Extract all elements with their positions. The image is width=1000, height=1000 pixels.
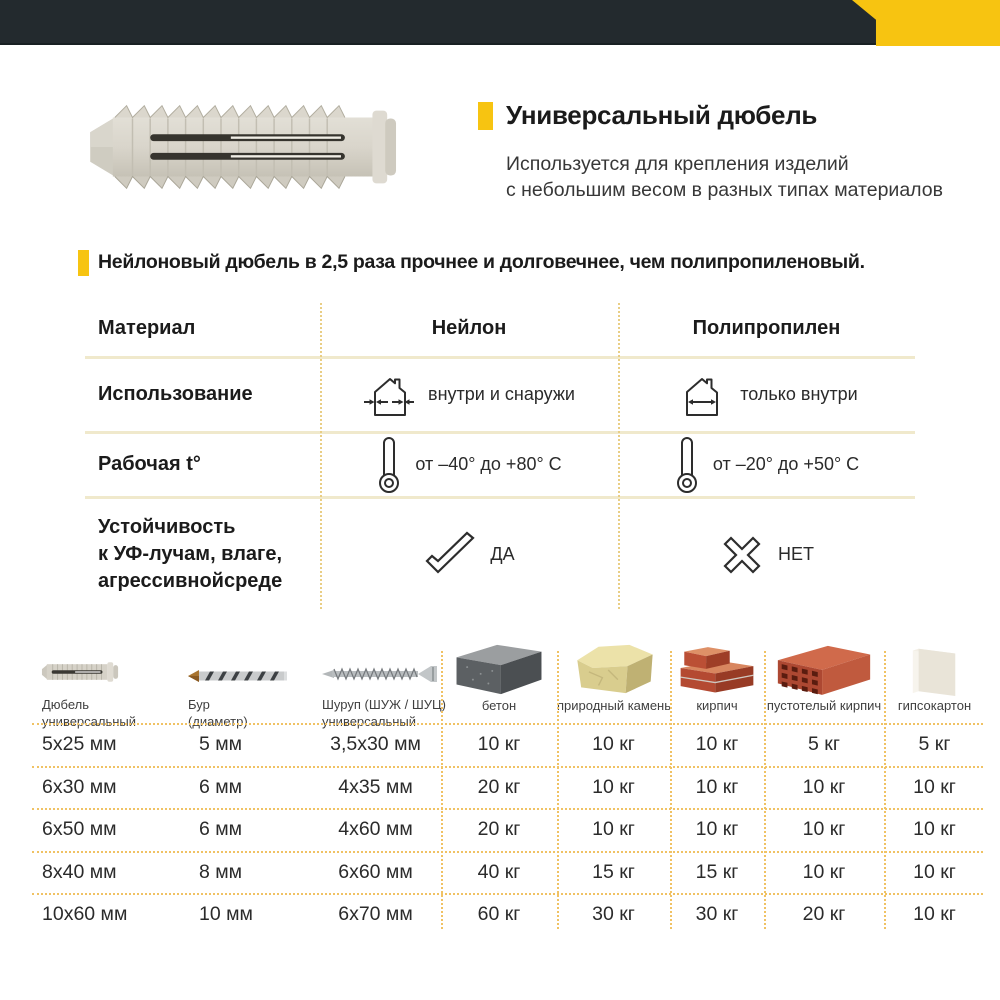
house-arrows-in-out-icon bbox=[363, 370, 415, 420]
column-image-drywall bbox=[884, 645, 985, 697]
nylon-resistance-cell bbox=[320, 497, 618, 612]
table-divider bbox=[441, 651, 443, 929]
nylon-temperature-text: от –40° до +80° С bbox=[415, 454, 562, 474]
table-cell: 5 кг bbox=[808, 733, 840, 755]
universal-dowel-photo bbox=[83, 88, 418, 206]
thermometer-icon bbox=[376, 436, 402, 494]
table-cell: 10 кг bbox=[913, 775, 956, 798]
table-cell: 20 кг bbox=[477, 775, 521, 798]
table-cell: 10 кг bbox=[695, 818, 739, 840]
nylon-temperature-cell bbox=[320, 432, 618, 497]
check-icon bbox=[423, 530, 477, 580]
table-divider bbox=[32, 766, 983, 768]
row-label-usage: Использование bbox=[98, 383, 253, 405]
statement-section bbox=[78, 249, 978, 276]
table-cell: 10 кг bbox=[695, 733, 739, 755]
table-cell: 5 кг bbox=[918, 733, 951, 755]
table-cell: 5 мм bbox=[199, 733, 243, 755]
table-cell: 10x60 мм bbox=[42, 902, 128, 925]
drill-bit-image bbox=[187, 668, 291, 684]
table-cell: 6 мм bbox=[199, 775, 243, 798]
pp-resistance-text: НЕТ bbox=[778, 544, 814, 564]
table-cell: 30 кг bbox=[695, 902, 739, 925]
column-header-brick: кирпич bbox=[696, 698, 738, 713]
nylon-resistance-text: ДА bbox=[490, 544, 515, 564]
column-header-drill: Бур (диаметр) bbox=[188, 697, 248, 729]
table-cell: 6x30 мм bbox=[42, 775, 117, 798]
table-cell: 3,5x30 мм bbox=[330, 733, 421, 755]
dowel-image bbox=[40, 660, 122, 684]
table-cell: 15 кг bbox=[695, 860, 739, 883]
table-divider bbox=[85, 356, 915, 359]
table-cell: 10 кг bbox=[802, 775, 846, 798]
table-cell: 10 мм bbox=[199, 902, 253, 925]
table-divider bbox=[85, 431, 915, 434]
table-cell: 20 кг bbox=[477, 818, 521, 840]
pp-usage-text: только внутри bbox=[740, 384, 858, 404]
table-cell: 10 кг bbox=[913, 860, 956, 883]
row-label-temperature: Рабочая t° bbox=[98, 453, 201, 475]
table-cell: 30 кг bbox=[592, 902, 635, 925]
statement-accent-marker bbox=[78, 250, 89, 276]
pp-temperature-cell bbox=[618, 432, 915, 497]
table-cell: 40 кг bbox=[477, 860, 521, 883]
column-image-drill bbox=[165, 645, 310, 697]
table-cell: 60 кг bbox=[477, 902, 521, 925]
column-image-brick bbox=[670, 645, 764, 697]
hero-description: Используется для крепления изделий с небольшим весом в разных типах материалов bbox=[506, 153, 943, 201]
hollow-brick-image bbox=[774, 639, 874, 697]
table-cell: 15 кг bbox=[592, 860, 635, 883]
table-divider bbox=[618, 303, 620, 609]
column-header-concrete: бетон bbox=[481, 698, 517, 713]
page-title: Универсальный дюбель bbox=[506, 100, 818, 130]
table-cell: 10 кг bbox=[913, 818, 956, 840]
table-cell: 6x60 мм bbox=[338, 860, 413, 883]
title-accent-marker bbox=[478, 102, 493, 130]
table-divider bbox=[320, 303, 322, 609]
table-cell: 10 кг bbox=[802, 818, 846, 840]
pp-temperature-text: от –20° до +50° С bbox=[712, 454, 860, 474]
size-table bbox=[40, 645, 985, 935]
nylon-usage-cell bbox=[320, 357, 618, 432]
column-header-stone: природный камень bbox=[557, 698, 672, 713]
table-divider bbox=[557, 651, 559, 929]
table-cell: 10 кг bbox=[695, 775, 739, 798]
column-image-concrete bbox=[441, 645, 557, 697]
hero-section bbox=[478, 100, 958, 203]
house-arrows-in-icon bbox=[675, 370, 727, 420]
screw-image bbox=[320, 664, 438, 684]
table-divider bbox=[884, 651, 886, 929]
natural-stone-image bbox=[569, 641, 659, 697]
table-cell: 6x50 мм bbox=[42, 818, 117, 840]
drywall-image bbox=[903, 641, 967, 697]
table-cell: 10 кг bbox=[592, 775, 635, 798]
table-divider bbox=[32, 893, 983, 895]
table-cell: 6 мм bbox=[199, 818, 243, 840]
column-header-dowel: Дюбель универсальный bbox=[42, 697, 137, 729]
cross-icon bbox=[719, 532, 765, 578]
table-cell: 10 кг bbox=[592, 733, 635, 755]
top-bar-background bbox=[0, 0, 1000, 45]
brick-image bbox=[677, 639, 757, 697]
row-label-resistance: Устойчивость к УФ-лучам, влаге, агрессивнойсреде bbox=[98, 516, 283, 592]
column-image-screw bbox=[310, 645, 441, 697]
table-cell: 10 кг bbox=[477, 733, 521, 755]
table-divider bbox=[32, 851, 983, 853]
statement-text: Нейлоновый дюбель в 2,5 раза прочнее и долговечнее, чем полипропиленовый. bbox=[98, 251, 865, 273]
column-header-material: Материал bbox=[98, 317, 196, 339]
concrete-block-image bbox=[451, 641, 547, 697]
table-cell: 10 кг bbox=[592, 818, 635, 840]
column-header-drywall: гипсокартон bbox=[897, 698, 972, 713]
pp-usage-cell bbox=[618, 357, 915, 432]
table-divider bbox=[85, 496, 915, 499]
table-cell: 8x40 мм bbox=[42, 860, 117, 883]
column-image-dowel bbox=[40, 645, 165, 697]
column-header-nylon: Нейлон bbox=[431, 317, 507, 339]
table-cell: 10 кг bbox=[913, 902, 956, 925]
table-divider bbox=[32, 808, 983, 810]
table-cell: 4x60 мм bbox=[338, 818, 413, 840]
nylon-usage-text: внутри и снаружи bbox=[428, 384, 575, 404]
table-divider bbox=[670, 651, 672, 929]
table-divider bbox=[32, 723, 983, 725]
column-header-hollow-brick: пустотелый кирпич bbox=[766, 698, 882, 713]
table-cell: 20 кг bbox=[802, 902, 846, 925]
comparison-table bbox=[85, 300, 915, 612]
table-cell: 8 мм bbox=[199, 860, 243, 883]
table-cell: 10 кг bbox=[802, 860, 846, 883]
table-cell: 6x70 мм bbox=[338, 902, 413, 925]
column-image-stone bbox=[557, 645, 670, 697]
table-cell: 5x25 мм bbox=[42, 733, 117, 755]
column-header-screw: Шуруп (ШУЖ / ШУЦ) универсальный bbox=[322, 697, 446, 729]
pp-resistance-cell bbox=[618, 497, 915, 612]
column-image-hollow-brick bbox=[764, 645, 884, 697]
top-bar bbox=[0, 0, 1000, 46]
column-header-polypropylene: Полипропилен bbox=[692, 317, 841, 339]
table-cell: 4x35 мм bbox=[338, 775, 413, 798]
table-divider bbox=[764, 651, 766, 929]
thermometer-icon bbox=[674, 436, 700, 494]
